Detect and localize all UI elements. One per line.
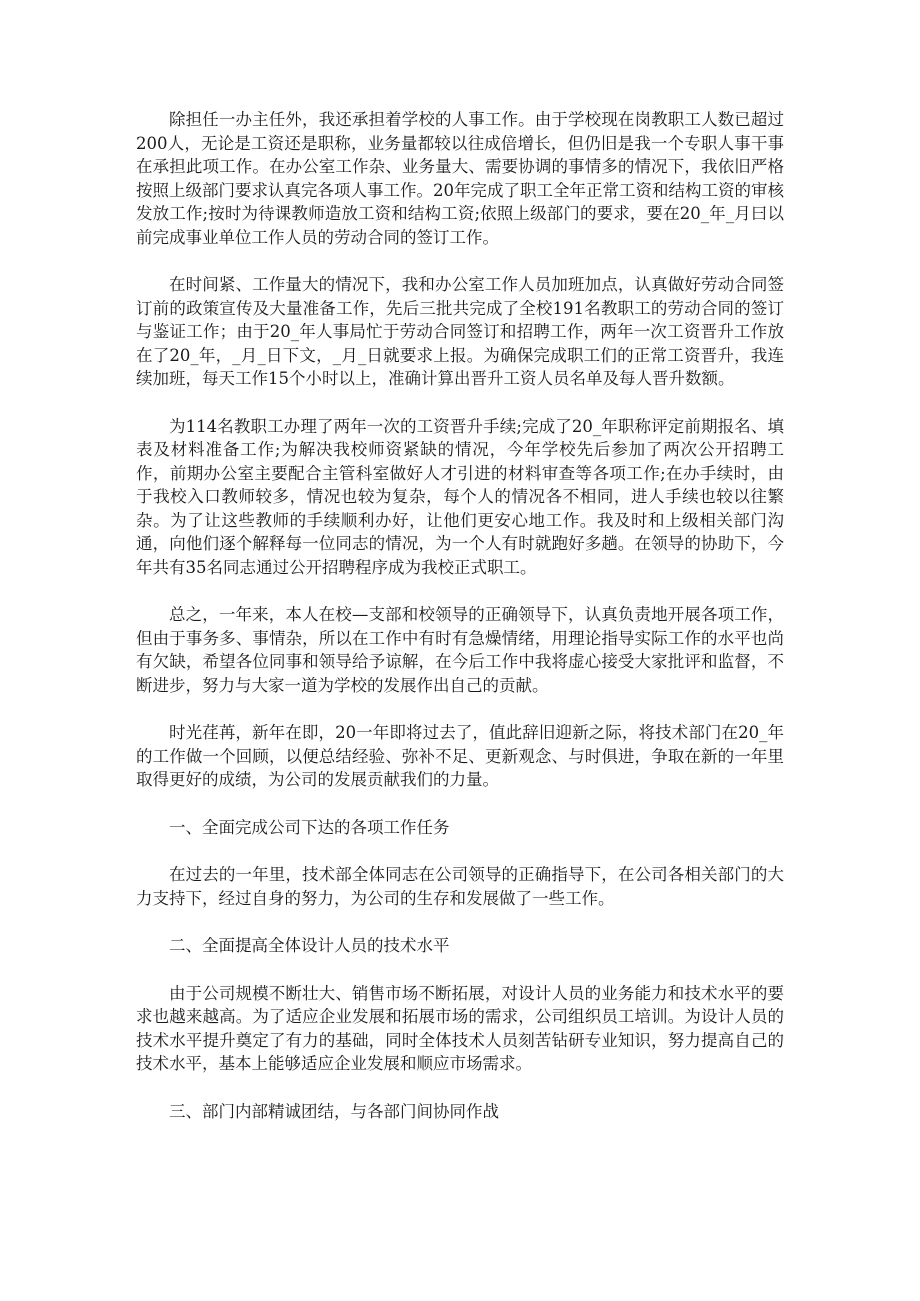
paragraph-section-1: 在过去的一年里，技术部全体同志在公司领导的正确指导下，在公司各相关部门的大力支持下，经过自身的努力，为公司的生存和发展做了一些工作。	[136, 865, 784, 908]
paragraph-labor-contract: 在时间紧、工作量大的情况下，我和办公室工作人员加班加点，认真做好劳动合同签订前的政策宣传及大量准备工作，先后三批共完成了全校191名教职工的劳动合同的签订与鉴证工作；由于20_年人事局忙于劳动合同签订和招聘工作，两年一次工资晋升工作放在了20_年，_月_日下文，_月_日就要求上报。为确保完成职工们的正常工资晋升，我连续加班，每天工作15个小时以上，准确计算出晋升工资人员名单及每人晋升数额。	[136, 275, 784, 388]
section-heading-2: 二、全面提高全体设计人员的技术水平	[169, 936, 450, 955]
paragraph-salary-promotion: 为114名教职工办理了两年一次的工资晋升手续;完成了20_年职称评定前期报名、填表及材料准备工作;为解决我校师资紧缺的情况，今年学校先后参加了两次公开招聘工作，前期办公室主要配合主管科室做好人才引进的材料审查等各项工作;在办手续时，由于我校入口教师较多，情况也较为复杂，每个人的情况各不相同，进人手续也较以往繁杂。为了让这些教师的手续顺利办好，让他们更安心地工作。我及时和上级相关部门沟通，向他们逐个解释每一位同志的情况，为一个人有时就跑好多趟。在领导的协助下，今年共有35名同志通过公开招聘程序成为我校正式职工。	[136, 416, 784, 577]
document-body	[136, 108, 784, 1147]
section-heading-3: 三、部门内部精诚团结，与各部门间协同作战	[169, 1101, 499, 1121]
paragraph-summary: 总之，一年来，本人在校—支部和校领导的正确领导下，认真负责地开展各项工作，但由于事务多、事情杂，所以在工作中有时有急燥情绪，用理论指导实际工作的水平也尚有欠缺，希望各位同事和领导给予谅解，在今后工作中我将虚心接受大家批评和监督，不断进步，努力与大家一道为学校的发展作出自己的贡献。	[136, 605, 784, 695]
paragraph-new-year-intro: 时光荏苒，新年在即，20一年即将过去了，值此辞旧迎新之际，将技术部门在20_年的工作做一个回顾，以便总结经验、弥补不足、更新观念、与时俱进，争取在新的一年里取得更好的成绩，为公司的发展贡献我们的力量。	[136, 723, 784, 789]
section-heading-1: 一、全面完成公司下达的各项工作任务	[169, 817, 450, 837]
paragraph-hr-work: 除担任一办主任外，我还承担着学校的人事工作。由于学校现在岗教职工人数已超过200人，无论是工资还是职称，业务量都较以往成倍增长，但仍旧是我一个专职人事干事在承担此项工作。在办公室工作杂、业务量大、需要协调的事情多的情况下，我依旧严格按照上级部门要求认真完各项人事工作。20年完成了职工全年正常工资和结构工资的审核发放工作;按时为待课教师造放工资和结构工资;依照上级部门的要求，要在20_年_月曰以前完成事业单位工作人员的劳动合同的签订工作。	[136, 110, 784, 247]
paragraph-section-2: 由于公司规模不断壮大、销售市场不断拓展，对设计人员的业务能力和技术水平的要求也越来越高。为了适应企业发展和拓展市场的需求，公司组织员工培训。为设计人员的技术水平提升奠定了有力的基础，同时全体技术人员刻苦钻研专业知识，努力提高自己的技术水平，基本上能够适应企业发展和顺应市场需求。	[136, 983, 784, 1073]
